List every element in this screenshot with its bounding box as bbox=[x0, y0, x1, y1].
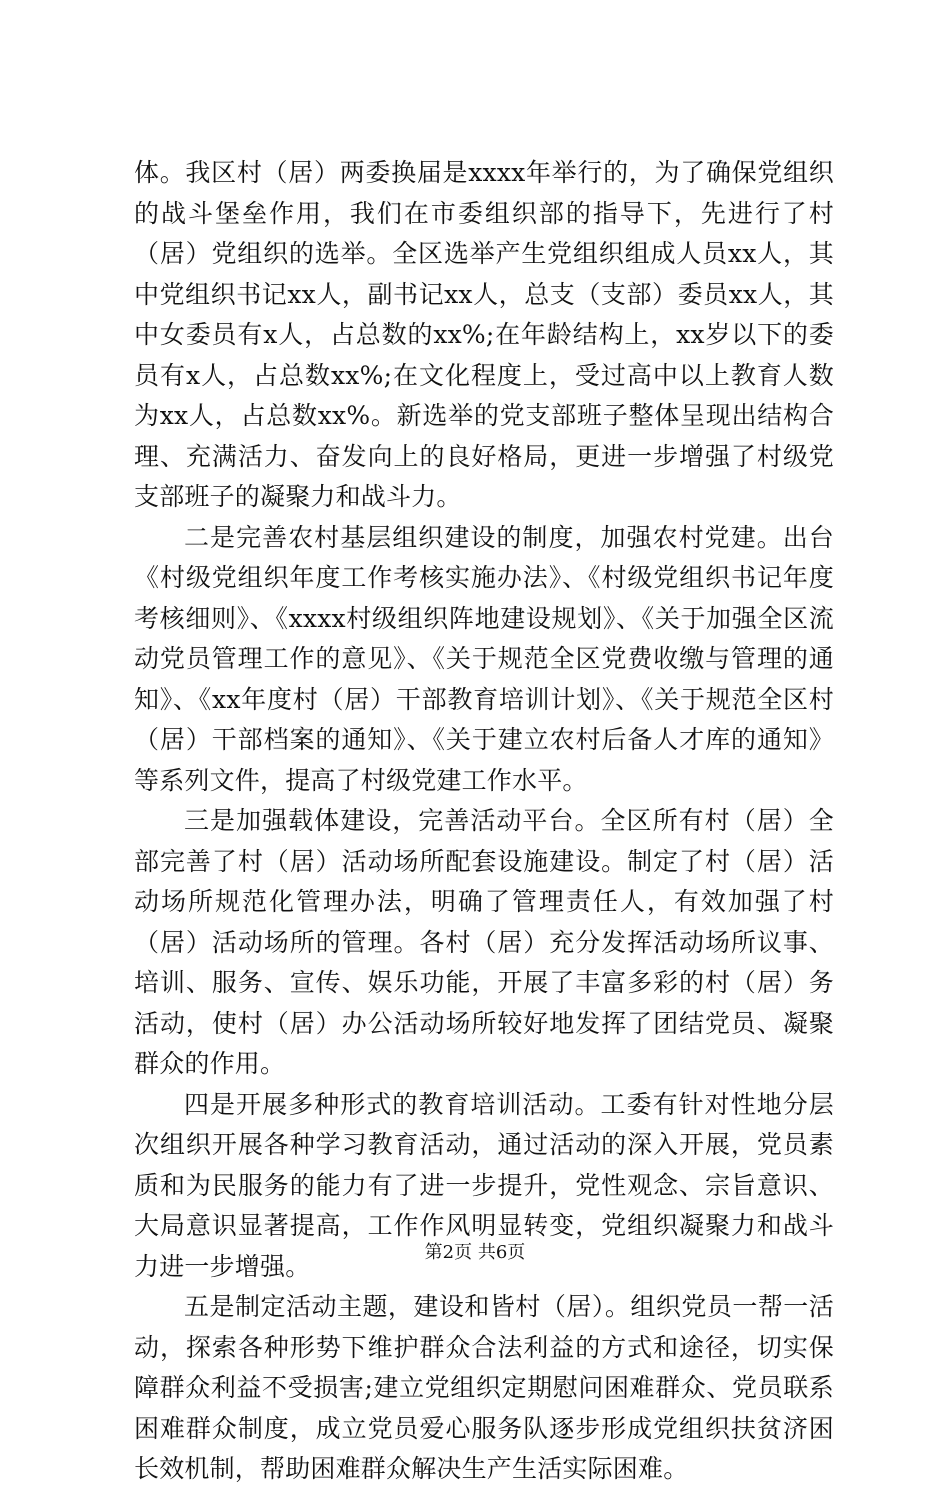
document-body bbox=[134, 153, 834, 1490]
paragraph-2: 二是完善农村基层组织建设的制度，加强农村党建。出台《村级党组织年度工作考核实施办法》、《村级党组织书记年度考核细则》、《xxxx村级组织阵地建设规划》、《关于加强全区流动党员管理工作的意见》、《关于规范全区党费收缴与管理的通知》、《xx年度村（居）干部教育培训计划》、《关于规范全区村（居）干部档案的通知》、《关于建立农村后备人才库的通知》等系列文件，提高了村级党建工作水平。 bbox=[134, 522, 834, 795]
page-number-footer: 第2页 共6页 bbox=[424, 1242, 526, 1263]
paragraph-5: 五是制定活动主题，建设和皆村（居）。组织党员一帮一活动，探索各种形势下维护群众合法利益的方式和途径，切实保障群众利益不受损害;建立党组织定期慰问困难群众、党员联系困难群众制度，成立党员爱心服务队逐步形成党组织扶贫济困长效机制，帮助困难群众解决生产生活实际困难。 bbox=[134, 1292, 834, 1483]
paragraph-continuation: 体。我区村（居）两委换届是xxxx年举行的，为了确保党组织的战斗堡垒作用，我们在市委组织部的指导下，先进行了村（居）党组织的选举。全区选举产生党组织组成人员xx人，其中党组织书记xx人，副书记xx人，总支（支部）委员xx人，其中女委员有x人，占总数的xx%;在年龄结构上，xx岁以下的委员有x人，占总数xx%;在文化程度上，受过高中以上教育人数为xx人，占总数xx%。新选举的党支部班子整体呈现出结构合理、充满活力、奋发向上的良好格局，更进一步增强了村级党支部班子的凝聚力和战斗力。 bbox=[134, 158, 834, 511]
paragraph-3: 三是加强载体建设，完善活动平台。全区所有村（居）全部完善了村（居）活动场所配套设施建设。制定了村（居）活动场所规范化管理办法，明确了管理责任人，有效加强了村（居）活动场所的管理。各村（居）充分发挥活动场所议事、培训、服务、宣传、娱乐功能，开展了丰富多彩的村（居）务活动，使村（居）办公活动场所较好地发挥了团结党员、凝聚群众的作用。 bbox=[134, 806, 834, 1078]
paragraph-4: 四是开展多种形式的教育培训活动。工委有针对性地分层次组织开展各种学习教育活动，通过活动的深入开展，党员素质和为民服务的能力有了进一步提升，党性观念、宗旨意识、大局意识显著提高，工作作风明显转变，党组织凝聚力和战斗力进一步增强。 bbox=[134, 1089, 834, 1281]
